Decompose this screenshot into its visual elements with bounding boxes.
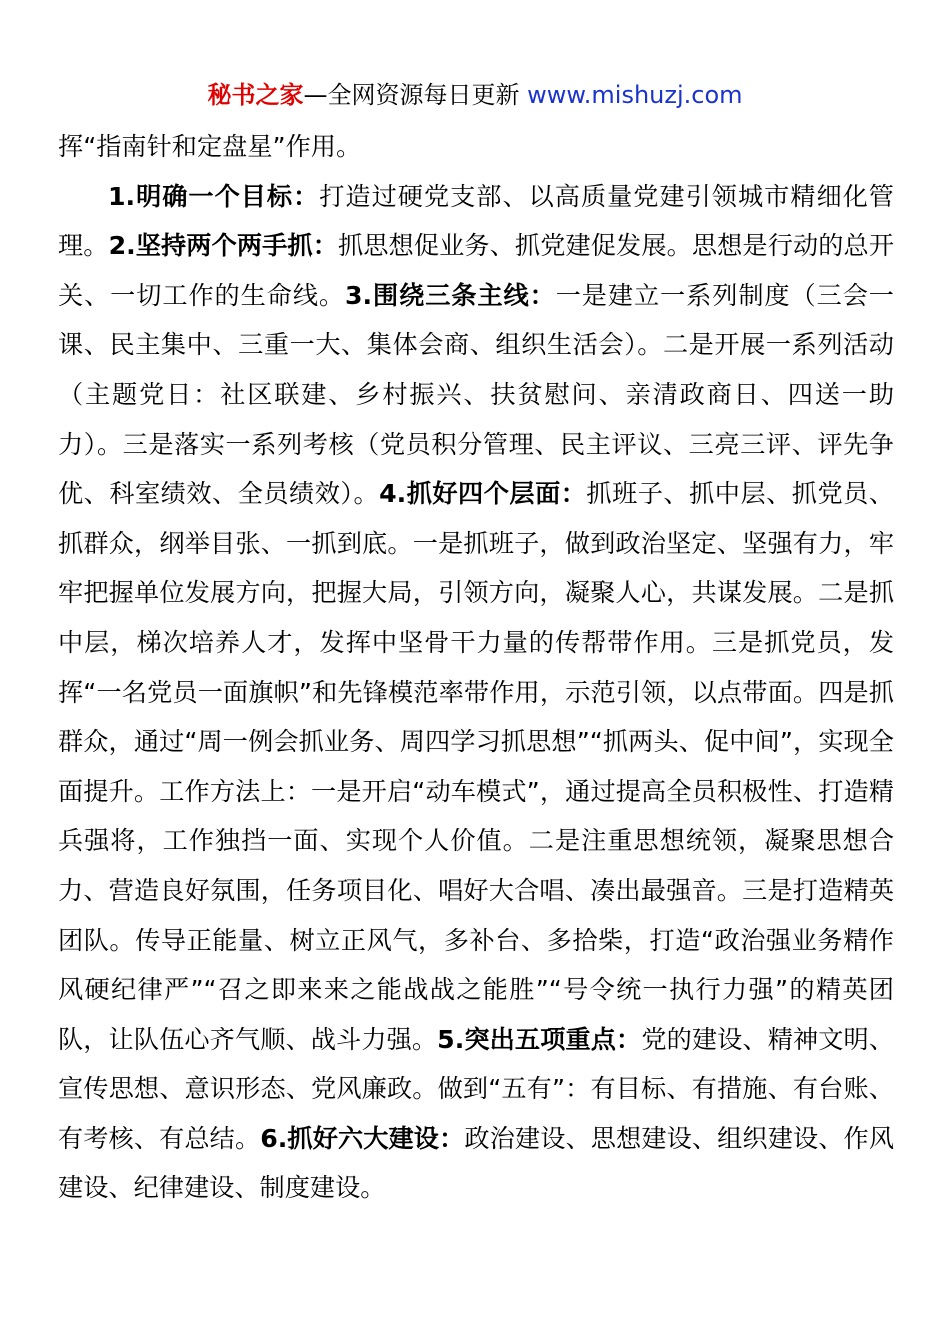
point-4-text: 抓班子、抓中层、抓党员、抓群众，纲举目张、一抓到底。一是抓班子，做到政治坚定、坚强有力，牢牢把握单位发展方向，把握大局，引领方向，凝聚人心，共谋发展。二是抓中层，梯次培养人才，发挥中坚骨干力量的传帮带作用。三是抓党员，发挥“一名党员一面旗帜”和先锋模范率带作用，示范引领，以点带面。四是抓群众，通过“周一例会抓业务、周四学习抓思想”“抓两头、促中间”，实现全面提升。工作方法上：一是开启“动车模式”，通过提高全员积极性、打造精兵强将，工作独挡一面、实现个人价值。二是注重思想统领，凝聚思想合力、营造良好氛围，任务项目化、唱好大合唱、凑出最强音。三是打造精英团队。传导正能量、树立正风气，多补台、多拾柴，打造“政治强业务精作风硬纪律严”“召之即来来之能战战之能胜”“号令统一执行力强”的精英团队，让队伍心齐气顺、战斗力强。 [58,479,894,1054]
point-5-text: 党的建设、精神文明、宣传思想、意识形态、党风廉政。做到“五有”：有目标、有措施、有台账、有考核、有总结。 [58,1024,895,1153]
page-header [0,78,950,112]
point-3-heading: 3.围绕三条主线： [345,280,556,310]
point-6-text: 政治建设、思想建设、组织建设、作风建设、纪律建设、制度建设。 [58,1123,895,1203]
point-6-heading: 6.抓好六大建设： [260,1123,465,1153]
document-body [58,122,894,1213]
point-1-text: 打造过硬党支部、以高质量党建引领城市精细化管理。 [58,181,894,261]
point-4-heading: 4.抓好四个层面： [379,479,587,509]
brand-name: 秘书之家 [207,81,304,109]
header-tagline: —全网资源每日更新 [303,81,528,109]
point-3-text: 一是建立一系列制度（三会一课、民主集中、三重一大、集体会商、组织生活会）。二是开展一系列活动（主题党日：社区联建、乡村振兴、扶贫慰问、亲清政商日、四送一助力）。三是落实一系列考核（党员积分管理、民主评议、三亮三评、评先争优、科室绩效、全员绩效）。 [58,280,894,509]
point-5-heading: 5.突出五项重点： [437,1024,642,1054]
point-2-text: 抓思想促业务、抓党建促发展。思想是行动的总开关、一切工作的生命线。 [58,231,895,310]
point-1-heading: 1.明确一个目标： [108,181,320,211]
point-2-heading: 2.坚持两个两手抓： [108,231,338,261]
intro-line: 挥“指南针和定盘星”作用。 [58,132,362,161]
main-paragraph [58,172,894,1213]
site-url[interactable]: www.mishuzj.com [527,81,743,109]
